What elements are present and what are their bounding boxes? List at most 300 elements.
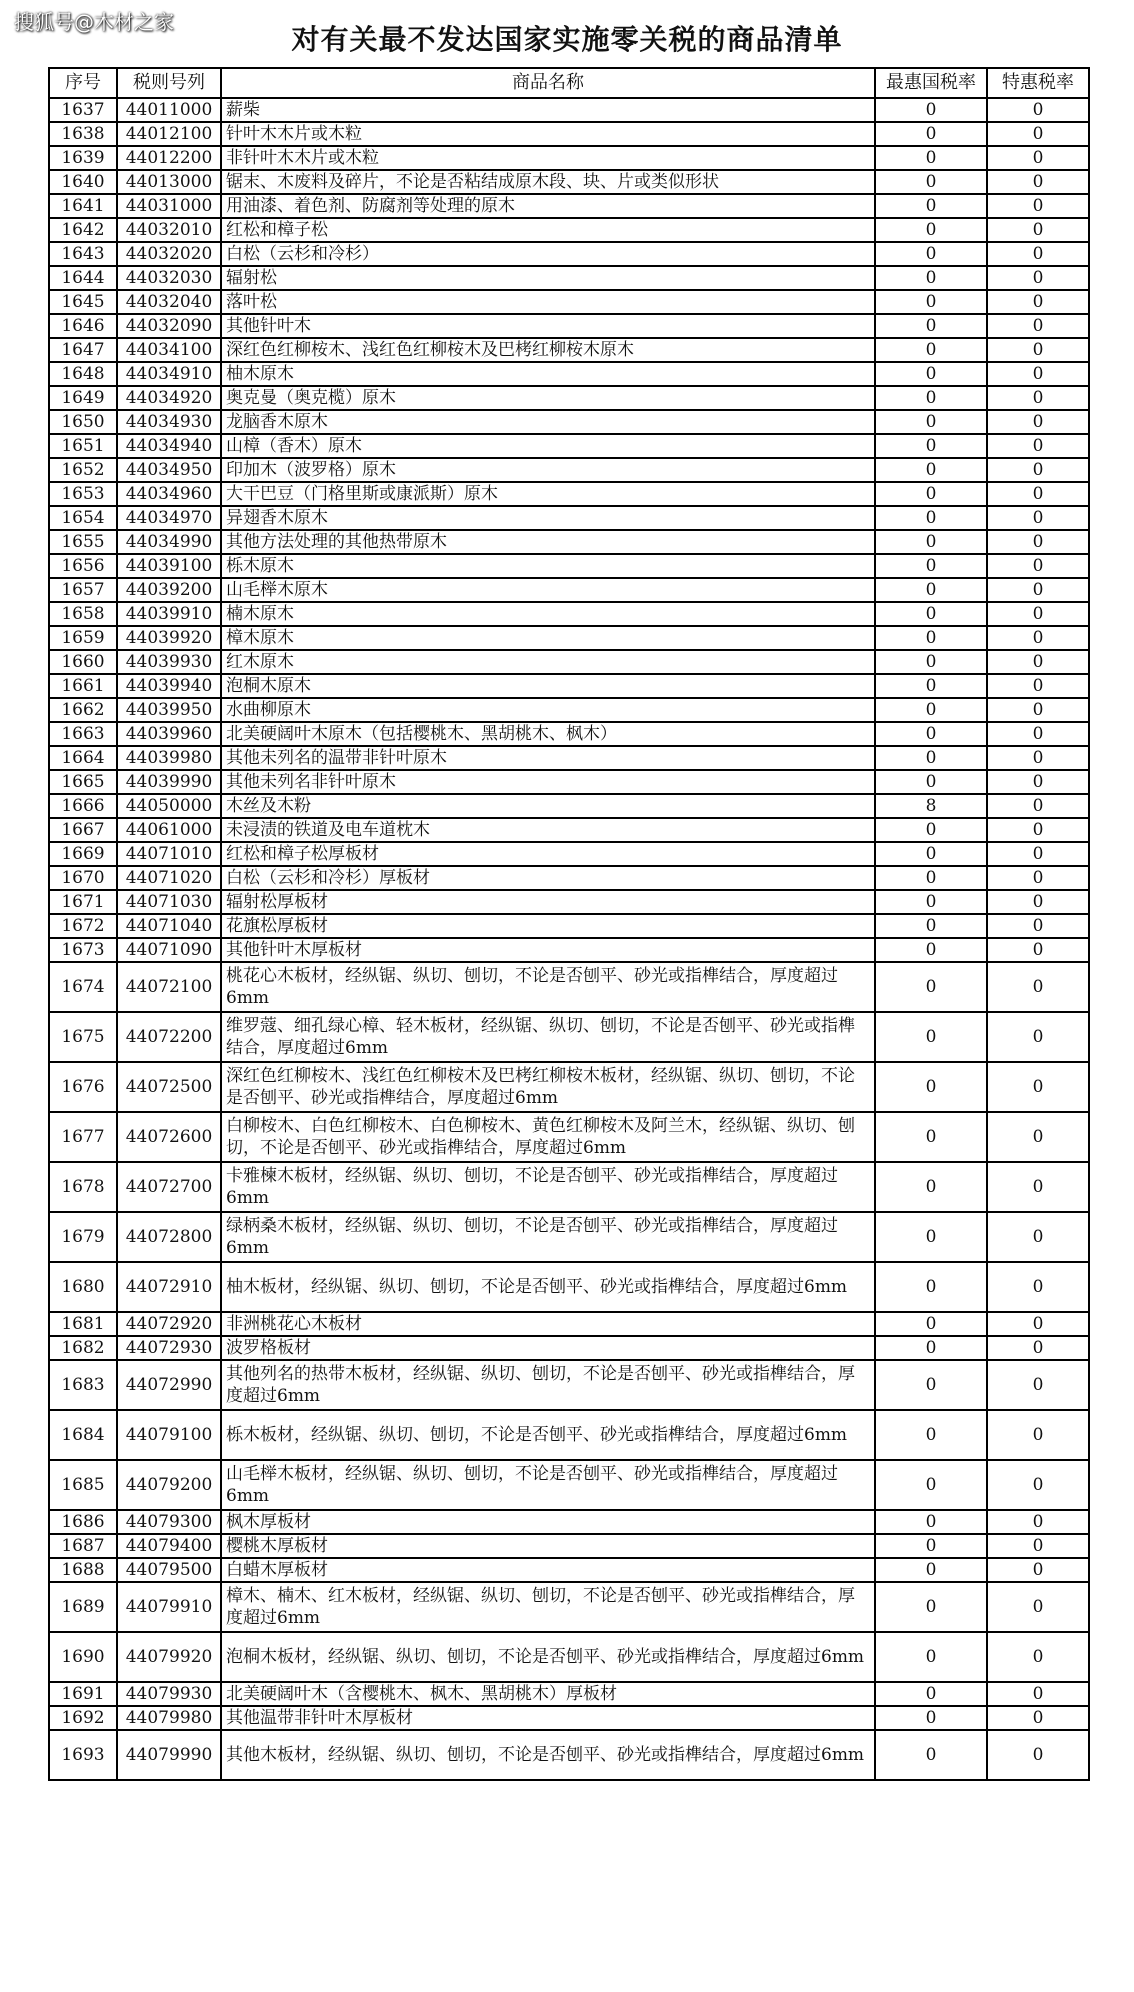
row-mfn-rate: 0: [875, 1582, 987, 1632]
row-mfn-rate: 0: [875, 722, 987, 746]
row-mfn-rate: 0: [875, 866, 987, 890]
row-index: 1688: [49, 1558, 117, 1582]
row-preferential-rate: 0: [987, 242, 1089, 266]
row-product-name: 其他温带非针叶木厚板材: [221, 1706, 875, 1730]
row-tariff-code: 44072700: [117, 1162, 221, 1212]
row-product-name: 维罗蔻、细孔绿心樟、轻木板材，经纵锯、纵切、刨切，不论是否刨平、砂光或指榫结合，厚度超过6mm: [221, 1012, 875, 1062]
row-preferential-rate: 0: [987, 506, 1089, 530]
row-mfn-rate: 0: [875, 674, 987, 698]
row-tariff-code: 44071040: [117, 914, 221, 938]
row-tariff-code: 44039930: [117, 650, 221, 674]
row-product-name: 其他未列名非针叶原木: [221, 770, 875, 794]
table-row: [49, 122, 1089, 146]
tariff-table: [48, 67, 1090, 1781]
table-row: [49, 626, 1089, 650]
table-row: [49, 506, 1089, 530]
row-tariff-code: 44072500: [117, 1062, 221, 1112]
row-product-name: 白蜡木厚板材: [221, 1558, 875, 1582]
table-row: [49, 1558, 1089, 1582]
row-index: 1650: [49, 410, 117, 434]
row-index: 1649: [49, 386, 117, 410]
row-product-name: 白松（云杉和冷杉）: [221, 242, 875, 266]
row-preferential-rate: 0: [987, 1360, 1089, 1410]
row-preferential-rate: 0: [987, 1632, 1089, 1682]
row-index: 1646: [49, 314, 117, 338]
row-index: 1639: [49, 146, 117, 170]
row-tariff-code: 44013000: [117, 170, 221, 194]
row-tariff-code: 44034940: [117, 434, 221, 458]
row-mfn-rate: 0: [875, 746, 987, 770]
row-product-name: 北美硬阔叶木（含樱桃木、枫木、黑胡桃木）厚板材: [221, 1682, 875, 1706]
row-product-name: 樱桃木厚板材: [221, 1534, 875, 1558]
row-preferential-rate: 0: [987, 674, 1089, 698]
row-index: 1678: [49, 1162, 117, 1212]
row-mfn-rate: 0: [875, 194, 987, 218]
table-row: [49, 458, 1089, 482]
row-product-name: 绿柄桑木板材，经纵锯、纵切、刨切，不论是否刨平、砂光或指榫结合，厚度超过6mm: [221, 1212, 875, 1262]
row-mfn-rate: 0: [875, 146, 987, 170]
row-mfn-rate: 0: [875, 170, 987, 194]
row-preferential-rate: 0: [987, 170, 1089, 194]
row-mfn-rate: 0: [875, 578, 987, 602]
row-mfn-rate: 0: [875, 1112, 987, 1162]
table-row: [49, 938, 1089, 962]
row-mfn-rate: 0: [875, 266, 987, 290]
row-mfn-rate: 0: [875, 770, 987, 794]
row-preferential-rate: 0: [987, 554, 1089, 578]
row-index: 1663: [49, 722, 117, 746]
row-product-name: 樟木原木: [221, 626, 875, 650]
row-index: 1681: [49, 1312, 117, 1336]
row-product-name: 未浸渍的铁道及电车道枕木: [221, 818, 875, 842]
row-preferential-rate: 0: [987, 626, 1089, 650]
table-row: [49, 1534, 1089, 1558]
row-tariff-code: 44032040: [117, 290, 221, 314]
row-index: 1642: [49, 218, 117, 242]
row-index: 1641: [49, 194, 117, 218]
row-product-name: 泡桐木原木: [221, 674, 875, 698]
row-product-name: 大干巴豆（门格里斯或康派斯）原木: [221, 482, 875, 506]
row-tariff-code: 44079200: [117, 1460, 221, 1510]
row-tariff-code: 44034920: [117, 386, 221, 410]
row-product-name: 泡桐木板材，经纵锯、纵切、刨切，不论是否刨平、砂光或指榫结合，厚度超过6mm: [221, 1632, 875, 1682]
row-product-name: 深红色红柳桉木、浅红色红柳桉木及巴栲红柳桉木原木: [221, 338, 875, 362]
row-index: 1659: [49, 626, 117, 650]
row-product-name: 柚木板材，经纵锯、纵切、刨切，不论是否刨平、砂光或指榫结合，厚度超过6mm: [221, 1262, 875, 1312]
row-tariff-code: 44039990: [117, 770, 221, 794]
row-index: 1640: [49, 170, 117, 194]
row-mfn-rate: 0: [875, 434, 987, 458]
row-tariff-code: 44072930: [117, 1336, 221, 1360]
row-preferential-rate: 0: [987, 770, 1089, 794]
row-preferential-rate: 0: [987, 650, 1089, 674]
row-product-name: 龙脑香木原木: [221, 410, 875, 434]
table-row: [49, 578, 1089, 602]
row-preferential-rate: 0: [987, 530, 1089, 554]
row-preferential-rate: 0: [987, 602, 1089, 626]
row-product-name: 山樟（香木）原木: [221, 434, 875, 458]
row-preferential-rate: 0: [987, 1162, 1089, 1212]
row-tariff-code: 44039920: [117, 626, 221, 650]
row-product-name: 水曲柳原木: [221, 698, 875, 722]
table-row: [49, 842, 1089, 866]
row-tariff-code: 44034100: [117, 338, 221, 362]
row-mfn-rate: 0: [875, 386, 987, 410]
row-preferential-rate: 0: [987, 1012, 1089, 1062]
table-row: [49, 794, 1089, 818]
row-product-name: 木丝及木粉: [221, 794, 875, 818]
row-preferential-rate: 0: [987, 1534, 1089, 1558]
row-product-name: 樟木、楠木、红木板材，经纵锯、纵切、刨切，不论是否刨平、砂光或指榫结合，厚度超过6mm: [221, 1582, 875, 1632]
row-preferential-rate: 0: [987, 1312, 1089, 1336]
row-tariff-code: 44032090: [117, 314, 221, 338]
table-row: [49, 1706, 1089, 1730]
row-index: 1690: [49, 1632, 117, 1682]
row-preferential-rate: 0: [987, 290, 1089, 314]
table-row: [49, 890, 1089, 914]
row-tariff-code: 44072800: [117, 1212, 221, 1262]
row-preferential-rate: 0: [987, 794, 1089, 818]
row-index: 1673: [49, 938, 117, 962]
row-index: 1679: [49, 1212, 117, 1262]
table-row: [49, 1062, 1089, 1112]
row-product-name: 针叶木木片或木粒: [221, 122, 875, 146]
row-product-name: 辐射松厚板材: [221, 890, 875, 914]
row-product-name: 桃花心木板材，经纵锯、纵切、刨切，不论是否刨平、砂光或指榫结合，厚度超过6mm: [221, 962, 875, 1012]
row-index: 1647: [49, 338, 117, 362]
row-product-name: 栎木板材，经纵锯、纵切、刨切，不论是否刨平、砂光或指榫结合，厚度超过6mm: [221, 1410, 875, 1460]
table-row: [49, 146, 1089, 170]
table-row: [49, 1730, 1089, 1780]
row-product-name: 奥克曼（奥克榄）原木: [221, 386, 875, 410]
table-row: [49, 1212, 1089, 1262]
row-preferential-rate: 0: [987, 410, 1089, 434]
row-index: 1664: [49, 746, 117, 770]
row-product-name: 其他未列名的温带非针叶原木: [221, 746, 875, 770]
row-tariff-code: 44071030: [117, 890, 221, 914]
row-index: 1662: [49, 698, 117, 722]
row-mfn-rate: 0: [875, 1410, 987, 1460]
row-product-name: 非洲桃花心木板材: [221, 1312, 875, 1336]
table-row: [49, 170, 1089, 194]
row-tariff-code: 44039200: [117, 578, 221, 602]
row-mfn-rate: 0: [875, 1632, 987, 1682]
row-product-name: 北美硬阔叶木原木（包括樱桃木、黑胡桃木、枫木）: [221, 722, 875, 746]
table-row: [49, 962, 1089, 1012]
row-index: 1687: [49, 1534, 117, 1558]
row-product-name: 非针叶木木片或木粒: [221, 146, 875, 170]
row-index: 1691: [49, 1682, 117, 1706]
table-row: [49, 1112, 1089, 1162]
row-preferential-rate: 0: [987, 218, 1089, 242]
row-mfn-rate: 0: [875, 1262, 987, 1312]
header-mfn-rate: 最惠国税率: [875, 68, 987, 98]
row-index: 1675: [49, 1012, 117, 1062]
row-tariff-code: 44072100: [117, 962, 221, 1012]
row-preferential-rate: 0: [987, 1730, 1089, 1780]
row-preferential-rate: 0: [987, 1460, 1089, 1510]
row-preferential-rate: 0: [987, 146, 1089, 170]
table-row: [49, 1360, 1089, 1410]
row-product-name: 异翅香木原木: [221, 506, 875, 530]
table-row: [49, 698, 1089, 722]
row-tariff-code: 44071020: [117, 866, 221, 890]
table-row: [49, 1582, 1089, 1632]
row-product-name: 栎木原木: [221, 554, 875, 578]
row-preferential-rate: 0: [987, 578, 1089, 602]
row-preferential-rate: 0: [987, 194, 1089, 218]
row-tariff-code: 44039960: [117, 722, 221, 746]
row-tariff-code: 44012100: [117, 122, 221, 146]
row-tariff-code: 44039940: [117, 674, 221, 698]
table-row: [49, 242, 1089, 266]
row-index: 1656: [49, 554, 117, 578]
row-preferential-rate: 0: [987, 314, 1089, 338]
table-row: [49, 194, 1089, 218]
row-product-name: 枫木厚板材: [221, 1510, 875, 1534]
row-mfn-rate: 8: [875, 794, 987, 818]
table-row: [49, 650, 1089, 674]
row-product-name: 山毛榉木板材，经纵锯、纵切、刨切，不论是否刨平、砂光或指榫结合，厚度超过6mm: [221, 1460, 875, 1510]
row-mfn-rate: 0: [875, 842, 987, 866]
row-mfn-rate: 0: [875, 530, 987, 554]
row-tariff-code: 44079300: [117, 1510, 221, 1534]
row-preferential-rate: 0: [987, 1582, 1089, 1632]
table-row: [49, 770, 1089, 794]
watermark-text: 搜狐号@木材之家: [14, 10, 174, 34]
row-preferential-rate: 0: [987, 362, 1089, 386]
row-index: 1671: [49, 890, 117, 914]
row-mfn-rate: 0: [875, 362, 987, 386]
row-preferential-rate: 0: [987, 386, 1089, 410]
row-preferential-rate: 0: [987, 122, 1089, 146]
table-row: [49, 1162, 1089, 1212]
header-preferential-rate: 特惠税率: [987, 68, 1089, 98]
row-product-name: 落叶松: [221, 290, 875, 314]
row-index: 1638: [49, 122, 117, 146]
row-mfn-rate: 0: [875, 698, 987, 722]
row-index: 1674: [49, 962, 117, 1012]
row-mfn-rate: 0: [875, 1510, 987, 1534]
row-mfn-rate: 0: [875, 1336, 987, 1360]
row-product-name: 用油漆、着色剂、防腐剂等处理的原木: [221, 194, 875, 218]
row-index: 1692: [49, 1706, 117, 1730]
table-row: [49, 554, 1089, 578]
table-row: [49, 1632, 1089, 1682]
row-tariff-code: 44071090: [117, 938, 221, 962]
row-mfn-rate: 0: [875, 1360, 987, 1410]
row-tariff-code: 44079500: [117, 1558, 221, 1582]
row-mfn-rate: 0: [875, 290, 987, 314]
row-tariff-code: 44079920: [117, 1632, 221, 1682]
row-preferential-rate: 0: [987, 938, 1089, 962]
row-mfn-rate: 0: [875, 626, 987, 650]
row-mfn-rate: 0: [875, 1212, 987, 1262]
row-index: 1643: [49, 242, 117, 266]
row-index: 1654: [49, 506, 117, 530]
header-index: 序号: [49, 68, 117, 98]
row-tariff-code: 44034970: [117, 506, 221, 530]
row-preferential-rate: 0: [987, 962, 1089, 1012]
row-tariff-code: 44079990: [117, 1730, 221, 1780]
row-index: 1682: [49, 1336, 117, 1360]
row-index: 1648: [49, 362, 117, 386]
row-index: 1651: [49, 434, 117, 458]
row-tariff-code: 44071010: [117, 842, 221, 866]
row-tariff-code: 44032010: [117, 218, 221, 242]
row-mfn-rate: 0: [875, 242, 987, 266]
row-preferential-rate: 0: [987, 1212, 1089, 1262]
row-preferential-rate: 0: [987, 1112, 1089, 1162]
row-preferential-rate: 0: [987, 458, 1089, 482]
row-product-name: 红木原木: [221, 650, 875, 674]
row-tariff-code: 44072990: [117, 1360, 221, 1410]
row-mfn-rate: 0: [875, 938, 987, 962]
row-product-name: 深红色红柳桉木、浅红色红柳桉木及巴栲红柳桉木板材，经纵锯、纵切、刨切，不论是否刨平、砂光或指榫结合，厚度超过6mm: [221, 1062, 875, 1112]
row-preferential-rate: 0: [987, 482, 1089, 506]
row-tariff-code: 44050000: [117, 794, 221, 818]
row-preferential-rate: 0: [987, 1336, 1089, 1360]
table-row: [49, 482, 1089, 506]
row-mfn-rate: 0: [875, 1558, 987, 1582]
row-index: 1670: [49, 866, 117, 890]
row-product-name: 楠木原木: [221, 602, 875, 626]
table-row: [49, 314, 1089, 338]
row-index: 1661: [49, 674, 117, 698]
table-row: [49, 866, 1089, 890]
row-product-name: 其他方法处理的其他热带原木: [221, 530, 875, 554]
row-index: 1645: [49, 290, 117, 314]
row-mfn-rate: 0: [875, 1312, 987, 1336]
row-index: 1637: [49, 98, 117, 122]
row-index: 1685: [49, 1460, 117, 1510]
row-tariff-code: 44079100: [117, 1410, 221, 1460]
row-index: 1680: [49, 1262, 117, 1312]
table-row: [49, 746, 1089, 770]
row-product-name: 白松（云杉和冷杉）厚板材: [221, 866, 875, 890]
row-tariff-code: 44031000: [117, 194, 221, 218]
row-index: 1655: [49, 530, 117, 554]
row-product-name: 印加木（波罗格）原木: [221, 458, 875, 482]
row-preferential-rate: 0: [987, 890, 1089, 914]
row-mfn-rate: 0: [875, 962, 987, 1012]
row-product-name: 红松和樟子松: [221, 218, 875, 242]
table-row: [49, 362, 1089, 386]
row-preferential-rate: 0: [987, 698, 1089, 722]
table-row: [49, 386, 1089, 410]
row-index: 1677: [49, 1112, 117, 1162]
table-row: [49, 530, 1089, 554]
row-product-name: 花旗松厚板材: [221, 914, 875, 938]
table-row: [49, 674, 1089, 698]
row-preferential-rate: 0: [987, 1410, 1089, 1460]
row-tariff-code: 44072200: [117, 1012, 221, 1062]
row-tariff-code: 44039980: [117, 746, 221, 770]
document-title: 对有关最不发达国家实施零关税的商品清单: [291, 23, 843, 56]
table-row: [49, 434, 1089, 458]
table-row: [49, 98, 1089, 122]
row-index: 1689: [49, 1582, 117, 1632]
row-tariff-code: 44032030: [117, 266, 221, 290]
row-product-name: 辐射松: [221, 266, 875, 290]
row-mfn-rate: 0: [875, 458, 987, 482]
table-row: [49, 1336, 1089, 1360]
row-tariff-code: 44034960: [117, 482, 221, 506]
row-mfn-rate: 0: [875, 1460, 987, 1510]
table-header-row: [49, 68, 1089, 98]
row-tariff-code: 44039100: [117, 554, 221, 578]
row-tariff-code: 44079400: [117, 1534, 221, 1558]
row-tariff-code: 44011000: [117, 98, 221, 122]
table-row: [49, 1012, 1089, 1062]
row-index: 1676: [49, 1062, 117, 1112]
row-preferential-rate: 0: [987, 338, 1089, 362]
row-preferential-rate: 0: [987, 1706, 1089, 1730]
row-product-name: 波罗格板材: [221, 1336, 875, 1360]
table-row: [49, 266, 1089, 290]
row-mfn-rate: 0: [875, 602, 987, 626]
row-product-name: 卡雅楝木板材，经纵锯、纵切、刨切，不论是否刨平、砂光或指榫结合，厚度超过6mm: [221, 1162, 875, 1212]
row-preferential-rate: 0: [987, 434, 1089, 458]
row-tariff-code: 44032020: [117, 242, 221, 266]
row-mfn-rate: 0: [875, 554, 987, 578]
row-product-name: 其他木板材，经纵锯、纵切、刨切，不论是否刨平、砂光或指榫结合，厚度超过6mm: [221, 1730, 875, 1780]
row-tariff-code: 44079930: [117, 1682, 221, 1706]
row-index: 1686: [49, 1510, 117, 1534]
row-tariff-code: 44034950: [117, 458, 221, 482]
row-preferential-rate: 0: [987, 98, 1089, 122]
row-preferential-rate: 0: [987, 1682, 1089, 1706]
row-tariff-code: 44034930: [117, 410, 221, 434]
row-mfn-rate: 0: [875, 650, 987, 674]
row-mfn-rate: 0: [875, 914, 987, 938]
row-index: 1667: [49, 818, 117, 842]
row-mfn-rate: 0: [875, 122, 987, 146]
row-tariff-code: 44061000: [117, 818, 221, 842]
row-index: 1684: [49, 1410, 117, 1460]
table-row: [49, 602, 1089, 626]
row-mfn-rate: 0: [875, 1534, 987, 1558]
table-row: [49, 1682, 1089, 1706]
row-product-name: 山毛榉木原木: [221, 578, 875, 602]
row-preferential-rate: 0: [987, 1510, 1089, 1534]
table-row: [49, 1312, 1089, 1336]
row-preferential-rate: 0: [987, 266, 1089, 290]
row-mfn-rate: 0: [875, 890, 987, 914]
row-mfn-rate: 0: [875, 1730, 987, 1780]
header-product-name: 商品名称: [221, 68, 875, 98]
row-product-name: 其他列名的热带木板材，经纵锯、纵切、刨切，不论是否刨平、砂光或指榫结合，厚度超过6mm: [221, 1360, 875, 1410]
row-index: 1644: [49, 266, 117, 290]
table-row: [49, 914, 1089, 938]
row-product-name: 红松和樟子松厚板材: [221, 842, 875, 866]
table-row: [49, 338, 1089, 362]
row-product-name: 其他针叶木厚板材: [221, 938, 875, 962]
row-index: 1653: [49, 482, 117, 506]
row-tariff-code: 44072910: [117, 1262, 221, 1312]
table-row: [49, 1460, 1089, 1510]
row-mfn-rate: 0: [875, 1162, 987, 1212]
header-tariff-code: 税则号列: [117, 68, 221, 98]
row-tariff-code: 44034910: [117, 362, 221, 386]
row-preferential-rate: 0: [987, 1262, 1089, 1312]
row-mfn-rate: 0: [875, 1012, 987, 1062]
row-mfn-rate: 0: [875, 338, 987, 362]
table-row: [49, 818, 1089, 842]
table-row: [49, 290, 1089, 314]
row-product-name: 白柳桉木、白色红柳桉木、白色柳桉木、黄色红柳桉木及阿兰木，经纵锯、纵切、刨切，不论是否刨平、砂光或指榫结合，厚度超过6mm: [221, 1112, 875, 1162]
row-preferential-rate: 0: [987, 842, 1089, 866]
